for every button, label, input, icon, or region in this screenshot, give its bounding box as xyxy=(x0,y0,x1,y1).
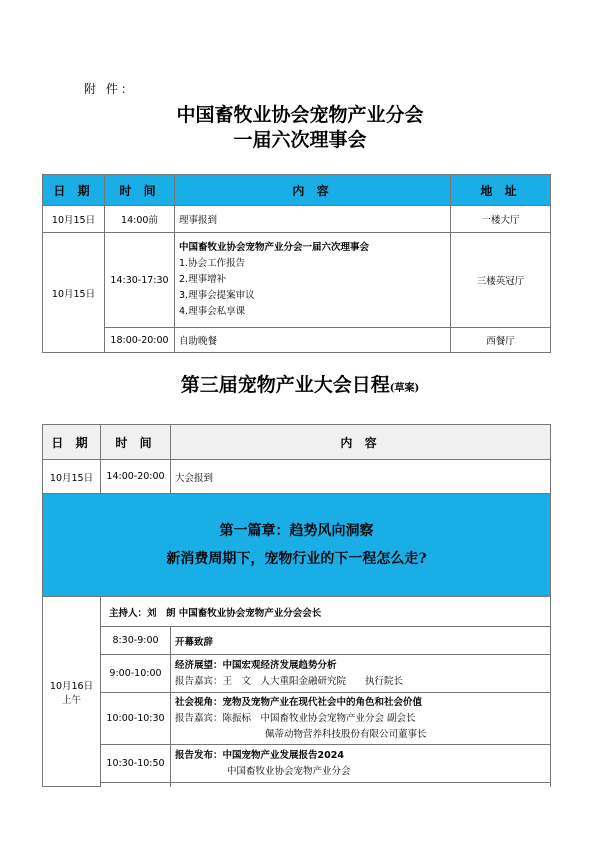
cell-time: 14:00-20:00 xyxy=(101,460,171,494)
agenda-item: 2.理事增补 xyxy=(179,274,227,285)
chapter-banner xyxy=(43,494,551,597)
council-title-line1: 中国畜牧业协会宠物产业分会 xyxy=(176,104,424,126)
session-speaker: 报告嘉宾：陈振标 中国畜牧业协会宠物产业分会 副会长 xyxy=(175,712,416,724)
cell-content: 大会报到 xyxy=(171,460,551,494)
cell-date: 10月15日 xyxy=(43,460,101,494)
header-date: 日 期 xyxy=(43,425,101,460)
table-row xyxy=(43,597,551,627)
header-content: 内 容 xyxy=(175,175,451,206)
cell-content: 自助晚餐 xyxy=(175,328,451,353)
day-part: 上午 xyxy=(61,694,81,706)
cell-date: 10月15日 xyxy=(43,233,105,353)
header-time: 时 间 xyxy=(105,175,175,206)
table-row xyxy=(43,328,551,353)
cell-time: 18:00-20:00 xyxy=(105,328,175,353)
agenda-item: 3.理事会提案审议 xyxy=(179,290,255,301)
chapter-banner-row xyxy=(43,494,551,597)
session-title: 经济展望：中国宏观经济发展趋势分析 xyxy=(175,659,337,671)
council-title-line2: 一届六次理事会 xyxy=(233,129,367,151)
table-header xyxy=(43,175,551,206)
header-time: 时 间 xyxy=(101,425,171,460)
day-date: 10月16日 xyxy=(49,680,94,692)
table-row xyxy=(43,745,551,783)
cell-time: 10:30-10:50 xyxy=(101,745,171,783)
session-speaker: 中国畜牧业协会宠物产业分会 xyxy=(227,765,351,777)
cell-content: 理事报到 xyxy=(175,206,451,233)
table-row xyxy=(43,460,551,494)
agenda-item: 1.协会工作报告 xyxy=(179,258,246,269)
council-schedule-table xyxy=(42,174,551,353)
cell-content xyxy=(171,693,551,745)
cell-location: 一楼大厅 xyxy=(451,206,551,233)
cell-date xyxy=(43,597,101,787)
host-row: 主持人：刘 朗 中国畜牧业协会宠物产业分会会长 xyxy=(101,597,551,627)
draft-label: (草案) xyxy=(389,383,420,394)
cell-content xyxy=(171,745,551,783)
conference-title-text: 第三届宠物产业大会日程 xyxy=(180,374,390,396)
session-title: 报告发布：中国宠物产业发展报告2024 xyxy=(175,749,344,761)
session-speaker: 报告嘉宾：王 文 人大重阳金融研究院 执行院长 xyxy=(175,675,404,687)
conference-title xyxy=(0,370,600,397)
cell-time: 10:00-10:30 xyxy=(101,693,171,745)
attachment-label: 附 件： xyxy=(84,82,136,96)
table-header xyxy=(43,425,551,460)
table-row xyxy=(43,206,551,233)
cell-empty xyxy=(101,783,171,787)
table-row xyxy=(43,655,551,693)
cell-location: 三楼英冠厅 xyxy=(451,233,551,328)
council-title xyxy=(0,103,600,153)
session-speaker-affiliation: 佩蒂动物营养科技股份有限公司董事长 xyxy=(265,728,427,740)
chapter-title: 第一篇章：趋势风向洞察 xyxy=(219,523,374,539)
cell-content xyxy=(171,655,551,693)
cell-location: 西餐厅 xyxy=(451,328,551,353)
table-row xyxy=(43,627,551,655)
header-content: 内 容 xyxy=(171,425,551,460)
header-date: 日 期 xyxy=(43,175,105,206)
table-row xyxy=(43,693,551,745)
agenda-item: 4.理事会私享课 xyxy=(179,306,246,317)
cell-time: 8:30-9:00 xyxy=(101,627,171,655)
session-title: 社会视角：宠物及宠物产业在现代社会中的角色和社会价值 xyxy=(175,696,423,708)
table-row-cutoff xyxy=(43,783,551,787)
meeting-title: 中国畜牧业协会宠物产业分会一届六次理事会 xyxy=(179,242,370,253)
cell-empty xyxy=(171,783,551,787)
table-row xyxy=(43,233,551,328)
cell-time: 9:00-10:00 xyxy=(101,655,171,693)
header-location: 地 址 xyxy=(451,175,551,206)
cell-time: 14:30-17:30 xyxy=(105,233,175,328)
cell-time: 14:00前 xyxy=(105,206,175,233)
conference-schedule-table xyxy=(42,424,551,787)
cell-date: 10月15日 xyxy=(43,206,105,233)
chapter-subtitle: 新消费周期下，宠物行业的下一程怎么走? xyxy=(166,551,427,567)
session-title: 开幕致辞 xyxy=(171,627,551,655)
cell-content xyxy=(175,233,451,328)
